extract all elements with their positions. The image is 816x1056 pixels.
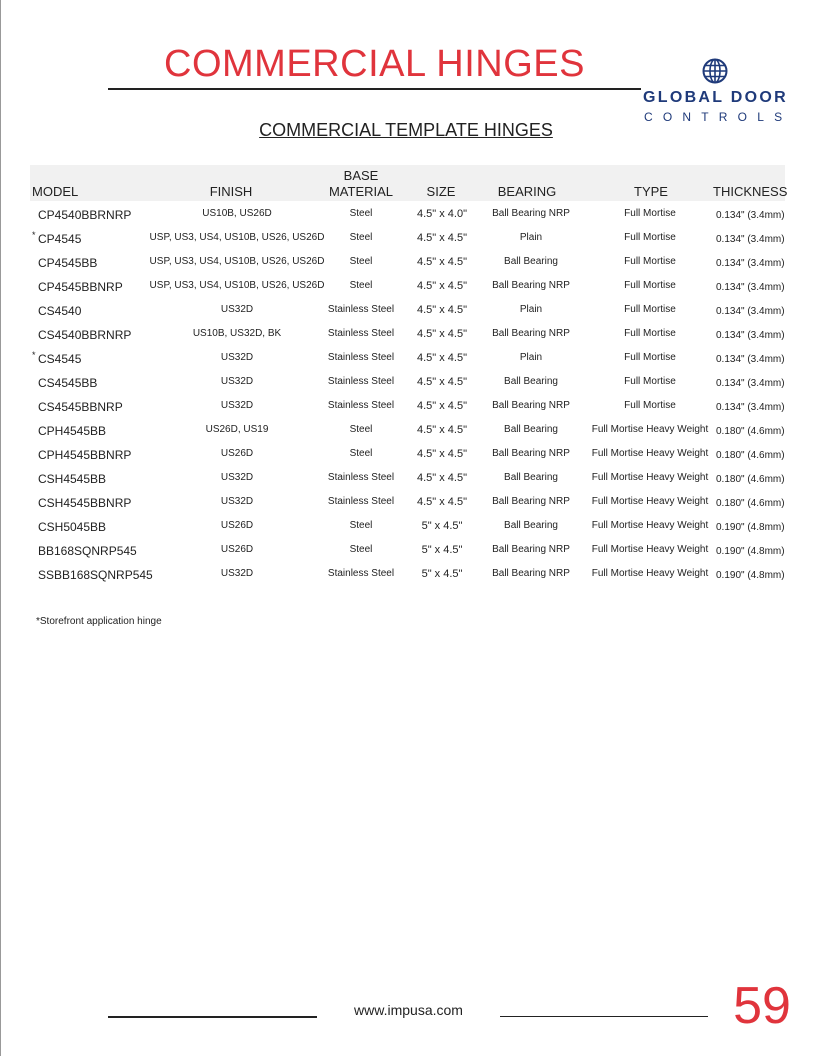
table-header	[30, 165, 788, 201]
cell-model: CSH4545BBNRP	[38, 496, 132, 510]
table-row	[0, 208, 816, 232]
cell-thickness: 0.134" (3.4mm)	[716, 402, 785, 413]
cell-type: Full Mortise	[624, 304, 676, 315]
cell-size: 5" x 4.5"	[421, 568, 463, 580]
cell-size: 4.5" x 4.5"	[416, 472, 467, 484]
cell-size: 4.5" x 4.5"	[416, 328, 467, 340]
cell-thickness: 0.134" (3.4mm)	[716, 378, 785, 389]
cell-thickness: 0.180" (4.6mm)	[716, 498, 785, 509]
cell-type: Full Mortise	[624, 208, 676, 219]
table-row	[0, 520, 816, 544]
header-finish: FINISH	[209, 184, 253, 199]
footer-website[interactable]: www.impusa.com	[354, 1002, 463, 1018]
table-row	[0, 544, 816, 568]
cell-base-material: Steel	[349, 256, 373, 267]
header-base-line1: BASE	[343, 168, 379, 183]
cell-base-material: Stainless Steel	[327, 568, 395, 579]
cell-size: 4.5" x 4.5"	[416, 496, 467, 508]
cell-model: CP4545	[38, 232, 82, 246]
footnote: *Storefront application hinge	[36, 616, 162, 627]
cell-finish: US26D, US19	[205, 424, 269, 435]
header-type: TYPE	[634, 184, 668, 199]
table-row	[0, 232, 816, 256]
cell-bearing: Ball Bearing	[504, 376, 558, 387]
cell-size: 4.5" x 4.0"	[416, 208, 467, 220]
cell-thickness: 0.134" (3.4mm)	[716, 282, 785, 293]
cell-model: CS4540	[38, 304, 82, 318]
cell-type: Full Mortise Heavy Weight	[591, 448, 709, 459]
table-row	[0, 472, 816, 496]
logo-text-primary: GLOBAL DOOR	[643, 89, 789, 106]
cell-thickness: 0.134" (3.4mm)	[716, 354, 785, 365]
cell-finish: US26D	[220, 448, 254, 459]
table-row	[0, 304, 816, 328]
cell-type: Full Mortise	[624, 376, 676, 387]
table-row	[0, 424, 816, 448]
cell-finish: US10B, US26D	[202, 208, 272, 219]
cell-finish: US32D	[220, 472, 254, 483]
cell-type: Full Mortise	[624, 256, 676, 267]
cell-type: Full Mortise Heavy Weight	[591, 472, 709, 483]
page-title: COMMERCIAL HINGES	[164, 43, 585, 85]
cell-thickness: 0.134" (3.4mm)	[716, 234, 785, 245]
header-thickness: THICKNESS	[713, 184, 788, 199]
cell-bearing: Ball Bearing	[504, 520, 558, 531]
row-asterisk: *	[32, 230, 36, 240]
cell-thickness: 0.134" (3.4mm)	[716, 306, 785, 317]
table-row	[0, 280, 816, 304]
cell-type: Full Mortise Heavy Weight	[591, 544, 709, 555]
cell-size: 4.5" x 4.5"	[416, 256, 467, 268]
cell-bearing: Ball Bearing NRP	[492, 328, 570, 339]
page-number: 59	[733, 977, 791, 1035]
cell-thickness: 0.134" (3.4mm)	[716, 258, 785, 269]
cell-bearing: Ball Bearing	[504, 424, 558, 435]
cell-model: BB168SQNRP545	[38, 544, 137, 558]
cell-bearing: Plain	[519, 352, 543, 363]
header-size: SIZE	[426, 184, 456, 199]
table-row	[0, 568, 816, 592]
cell-finish: US32D	[220, 376, 254, 387]
cell-size: 5" x 4.5"	[421, 520, 463, 532]
cell-base-material: Steel	[349, 208, 373, 219]
table-row	[0, 256, 816, 280]
cell-bearing: Plain	[519, 304, 543, 315]
cell-base-material: Stainless Steel	[327, 400, 395, 411]
cell-thickness: 0.134" (3.4mm)	[716, 210, 785, 221]
cell-base-material: Steel	[349, 520, 373, 531]
cell-bearing: Ball Bearing NRP	[492, 280, 570, 291]
cell-type: Full Mortise Heavy Weight	[591, 496, 709, 507]
table-row	[0, 448, 816, 472]
cell-model: CPH4545BB	[38, 424, 107, 438]
cell-thickness: 0.180" (4.6mm)	[716, 426, 785, 437]
cell-bearing: Ball Bearing NRP	[492, 544, 570, 555]
cell-base-material: Stainless Steel	[327, 472, 395, 483]
cell-thickness: 0.190" (4.8mm)	[716, 522, 785, 533]
cell-type: Full Mortise	[624, 280, 676, 291]
cell-finish: USP, US3, US4, US10B, US26, US26D	[149, 256, 325, 267]
cell-base-material: Stainless Steel	[327, 352, 395, 363]
cell-finish: US10B, US32D, BK	[192, 328, 282, 339]
cell-model: CP4545BBNRP	[38, 280, 123, 294]
table-row	[0, 376, 816, 400]
cell-thickness: 0.134" (3.4mm)	[716, 330, 785, 341]
cell-bearing: Ball Bearing NRP	[492, 496, 570, 507]
table-row	[0, 352, 816, 376]
cell-size: 5" x 4.5"	[421, 544, 463, 556]
cell-model: CPH4545BBNRP	[38, 448, 132, 462]
cell-base-material: Stainless Steel	[327, 496, 395, 507]
cell-size: 4.5" x 4.5"	[416, 424, 467, 436]
cell-model: CP4545BB	[38, 256, 98, 270]
cell-finish: US32D	[220, 496, 254, 507]
cell-finish: US26D	[220, 544, 254, 555]
cell-bearing: Ball Bearing NRP	[492, 448, 570, 459]
cell-finish: US32D	[220, 400, 254, 411]
cell-size: 4.5" x 4.5"	[416, 352, 467, 364]
cell-finish: USP, US3, US4, US10B, US26, US26D	[149, 232, 325, 243]
cell-model: CP4540BBRNRP	[38, 208, 132, 222]
footer-rule-right	[500, 1016, 708, 1017]
cell-base-material: Stainless Steel	[327, 328, 395, 339]
cell-bearing: Ball Bearing NRP	[492, 568, 570, 579]
table-row	[0, 328, 816, 352]
cell-size: 4.5" x 4.5"	[416, 304, 467, 316]
cell-base-material: Stainless Steel	[327, 304, 395, 315]
cell-base-material: Steel	[349, 544, 373, 555]
globe-icon	[702, 58, 728, 84]
cell-model: CSH5045BB	[38, 520, 107, 534]
section-subtitle: COMMERCIAL TEMPLATE HINGES	[259, 120, 553, 140]
cell-type: Full Mortise Heavy Weight	[591, 520, 709, 531]
cell-base-material: Steel	[349, 280, 373, 291]
cell-bearing: Ball Bearing NRP	[492, 400, 570, 411]
table-row	[0, 400, 816, 424]
header-model: MODEL	[32, 184, 79, 199]
cell-finish: US32D	[220, 304, 254, 315]
cell-model: SSBB168SQNRP545	[38, 568, 153, 582]
header-bearing: BEARING	[497, 184, 557, 199]
cell-thickness: 0.190" (4.8mm)	[716, 570, 785, 581]
cell-type: Full Mortise	[624, 400, 676, 411]
cell-base-material: Steel	[349, 448, 373, 459]
cell-thickness: 0.190" (4.8mm)	[716, 546, 785, 557]
table-row	[0, 496, 816, 520]
cell-bearing: Ball Bearing	[504, 256, 558, 267]
cell-bearing: Ball Bearing NRP	[492, 208, 570, 219]
cell-thickness: 0.180" (4.6mm)	[716, 450, 785, 461]
cell-type: Full Mortise	[624, 352, 676, 363]
cell-model: CS4545BB	[38, 376, 98, 390]
cell-bearing: Ball Bearing	[504, 472, 558, 483]
cell-model: CS4545BBNRP	[38, 400, 123, 414]
cell-model: CS4540BBRNRP	[38, 328, 132, 342]
cell-base-material: Stainless Steel	[327, 376, 395, 387]
cell-size: 4.5" x 4.5"	[416, 280, 467, 292]
title-underline	[108, 88, 641, 90]
cell-size: 4.5" x 4.5"	[416, 376, 467, 388]
cell-finish: USP, US3, US4, US10B, US26, US26D	[149, 280, 325, 291]
cell-type: Full Mortise	[624, 328, 676, 339]
logo-text-secondary: CONTROLS	[644, 110, 793, 124]
footer-rule-left	[108, 1016, 317, 1018]
header-base-line2: MATERIAL	[328, 184, 394, 199]
cell-type: Full Mortise Heavy Weight	[591, 424, 709, 435]
cell-finish: US26D	[220, 520, 254, 531]
cell-model: CSH4545BB	[38, 472, 107, 486]
cell-finish: US32D	[220, 352, 254, 363]
cell-type: Full Mortise	[624, 232, 676, 243]
cell-type: Full Mortise Heavy Weight	[591, 568, 709, 579]
cell-base-material: Steel	[349, 424, 373, 435]
cell-base-material: Steel	[349, 232, 373, 243]
cell-finish: US32D	[220, 568, 254, 579]
cell-thickness: 0.180" (4.6mm)	[716, 474, 785, 485]
cell-size: 4.5" x 4.5"	[416, 400, 467, 412]
row-asterisk: *	[32, 350, 36, 360]
cell-bearing: Plain	[519, 232, 543, 243]
cell-model: CS4545	[38, 352, 82, 366]
cell-size: 4.5" x 4.5"	[416, 448, 467, 460]
cell-size: 4.5" x 4.5"	[416, 232, 467, 244]
